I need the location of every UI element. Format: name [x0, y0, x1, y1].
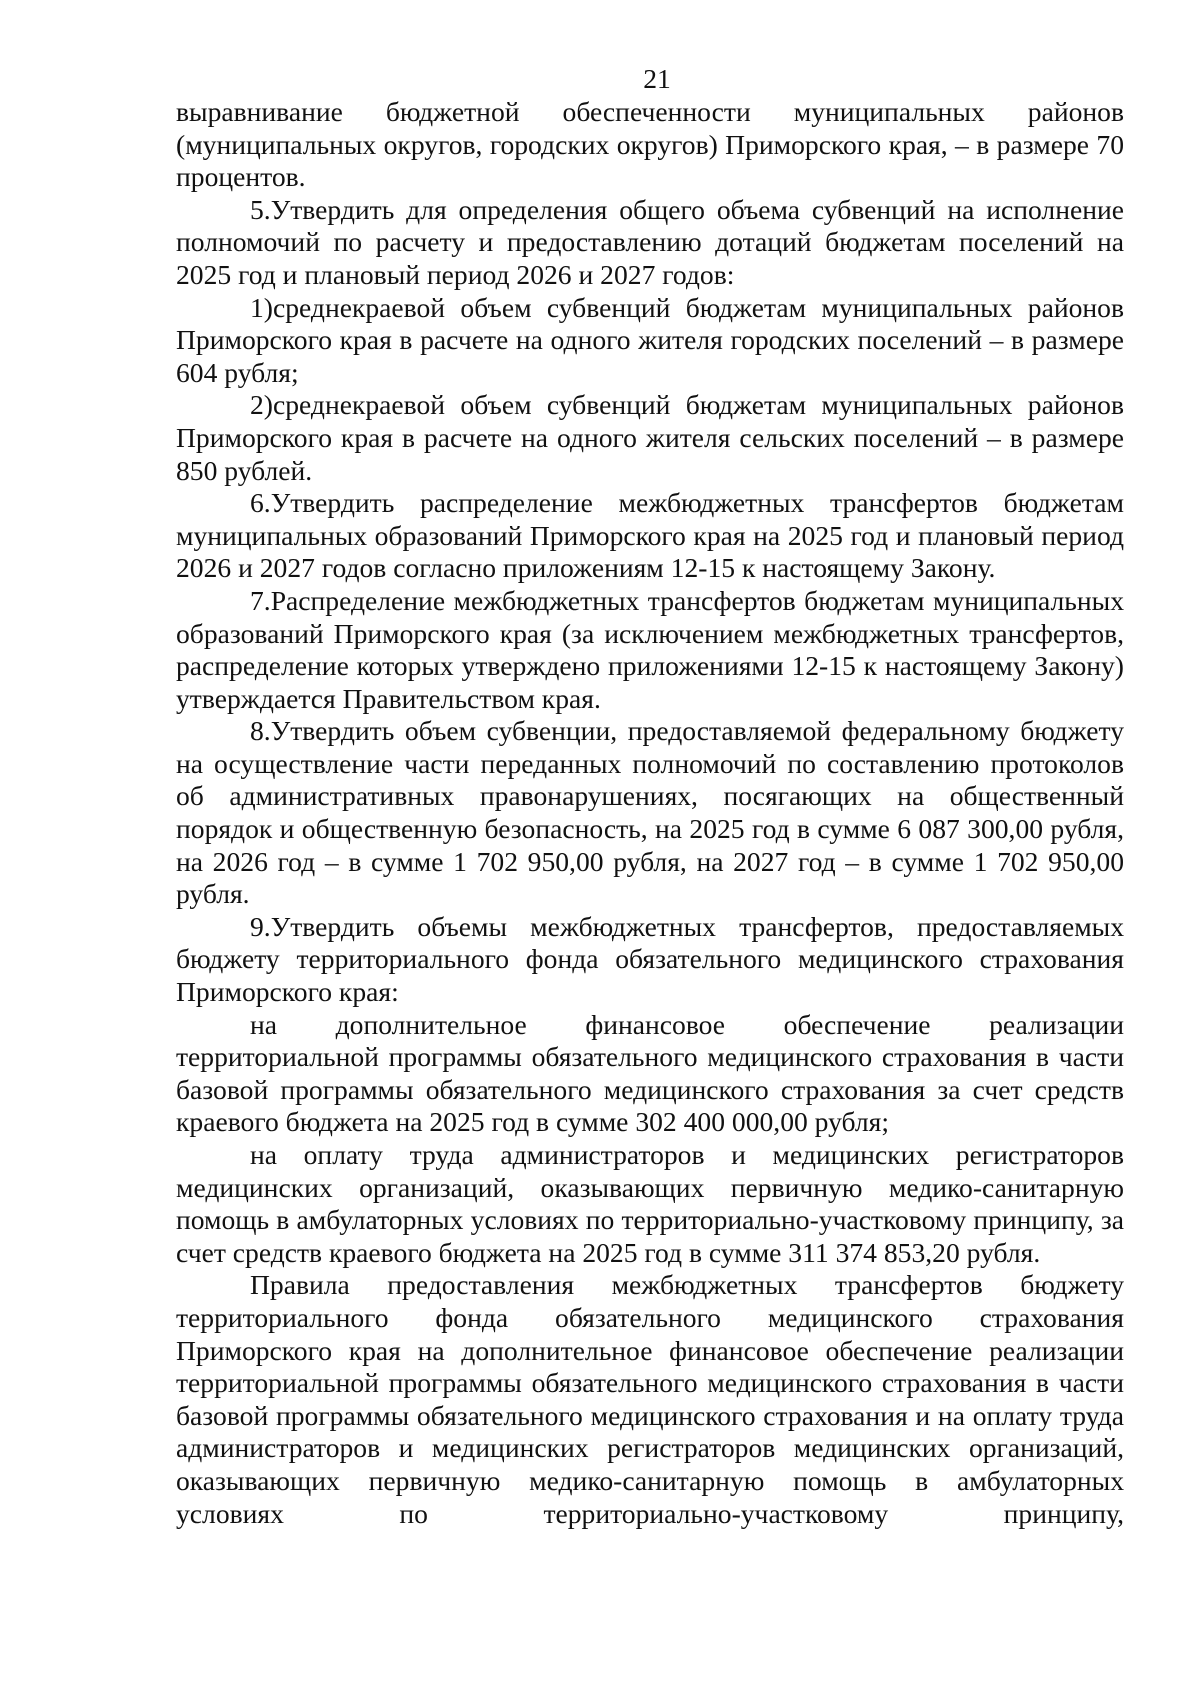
paragraph-subitem-1: 1)среднекраевой объем субвенций бюджетам муниципальных районов Приморского края в расчете на одного жителя городских поселений – в размере 604 рубля;	[176, 291, 1124, 388]
page-number: 21	[643, 63, 671, 94]
document-page	[176, 62, 1124, 1530]
paragraph-item-9-transfer-1: на дополнительное финансовое обеспечение реализации территориальной программы обязательного медицинского страхования в части базовой программы обязательного медицинского страхования за счет средств краевого бюджета на 2025 год в сумме 302 400 000,00 рубля;	[176, 1008, 1124, 1138]
paragraph-item-9: 9.Утвердить объемы межбюджетных трансфертов, предоставляемых бюджету территориального фонда обязательного медицинского страхования Приморского края:	[176, 910, 1124, 1008]
paragraph-item-6: 6.Утвердить распределение межбюджетных трансфертов бюджетам муниципальных образований Приморского края на 2025 год и плановый период 2026 и 2027 годов согласно приложениям 12-15 к настоящему Закону.	[176, 487, 1124, 584]
paragraph-item-9-transfer-2: на оплату труда администраторов и медицинских регистраторов медицинских организаций, оказывающих первичную медико-санитарную помощь в амбулаторных условиях по территориально-участковому принципу, за счет средств краевого бюджета на 2025 год в сумме 311 374 853,20 рубля.	[176, 1139, 1124, 1268]
paragraph-item-5: 5.Утвердить для определения общего объема субвенций на исполнение полномочий по расчету и предоставлению дотаций бюджетам поселений на 2025 год и плановый период 2026 и 2027 годов:	[176, 193, 1124, 290]
paragraph-item-7: 7.Распределение межбюджетных трансфертов бюджетам муниципальных образований Приморского края (за исключением межбюджетных трансфертов, распределение которых утверждено приложениями 12-15 к настоящему Закону) утверждается Правительством края.	[176, 584, 1124, 714]
paragraph-subitem-2: 2)среднекраевой объем субвенций бюджетам муниципальных районов Приморского края в расчете на одного жителя сельских поселений – в размере 850 рублей.	[176, 389, 1124, 486]
paragraph-item-8: 8.Утвердить объем субвенции, предоставляемой федеральному бюджету на осуществление части переданных полномочий по составлению протоколов об административных правонарушениях, посягающих на общественный порядок и общественную безопасность, на 2025 год в сумме 6 087 300,00 рубля, на 2026 год – в сумме 1 702 950,00 рубля, на 2027 год – в сумме 1 702 950,00 рубля.	[176, 715, 1124, 910]
paragraph-continuation: выравнивание бюджетной обеспеченности муниципальных районов (муниципальных округов, городских округов) Приморского края, – в размере 70 процентов.	[176, 96, 1124, 193]
paragraph-rules: Правила предоставления межбюджетных трансфертов бюджету территориального фонда обязательного медицинского страхования Приморского края на дополнительное финансовое обеспечение реализации территориальной программы обязательного медицинского страхования в части базовой программы обязательного медицинского страхования и на оплату труда администраторов и медицинских регистраторов медицинских организаций, оказывающих первичную медико-санитарную помощь в амбулаторных условиях по территориально-участковому принципу,	[176, 1269, 1124, 1529]
